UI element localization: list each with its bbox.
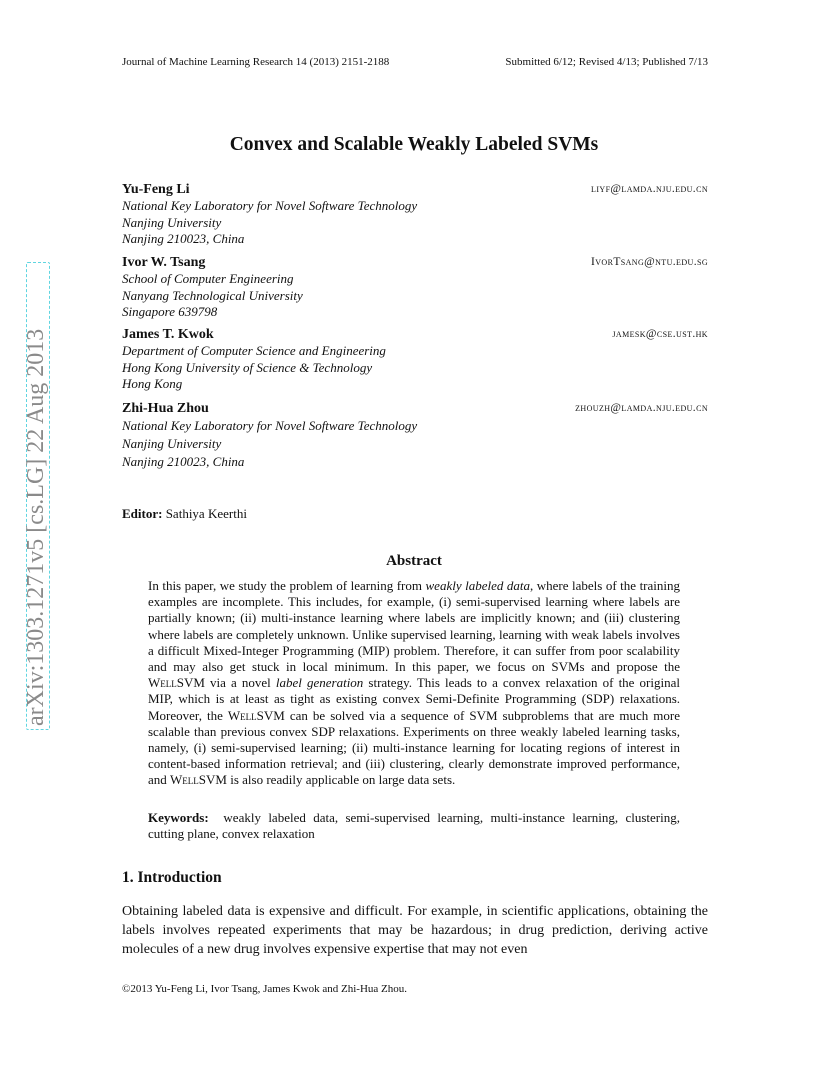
abstract-part: , where labels of the training examples are incomplete. This includes, for example, (i) semi-supervised learning where labels are partially known; (ii) multi-instance learning where labels are implicitly known; and (iii) clustering where labels are completely unknown. Unlike supervised learning, learning with weak labels involves a difficult Mixed-Integer Programming (MIP) problem. Therefore, it can suffer from poor scalability and may also get stuck in local minimum. In this paper, we focus on SVMs and propose the (148, 578, 681, 675)
author-affiliation-line: National Key Laboratory for Novel Software Technology (122, 198, 418, 213)
publication-dates: Submitted 6/12; Revised 4/13; Published 7/13 (505, 56, 708, 68)
author-affiliation-line: Hong Kong (122, 376, 183, 391)
author-affiliation-line: National Key Laboratory for Novel Software Technology (122, 418, 418, 433)
author-affiliation-line: Nanjing 210023, China (122, 454, 245, 469)
author-block (122, 255, 708, 321)
keywords (148, 810, 680, 842)
author-name: Zhi-Hua Zhou (122, 401, 209, 416)
author-affiliation-line: Nanjing 210023, China (122, 231, 245, 246)
introduction-text: Obtaining labeled data is expensive and difficult. For example, in scientific applications, obtaining the labels involves repeated experiments that may be hazardous; in drug prediction, deriving active molecules of a new drug involves expensive expertise that may not even (122, 904, 708, 957)
abstract-part: strategy. This leads to a convex relaxation of the original MIP, which is at least as tight as existing convex Semi-Definite Programming (SDP) relaxations. Moreover, the (148, 675, 680, 723)
author-affiliation-line: Department of Computer Science and Engineering (122, 343, 386, 358)
editor-name: Sathiya Keerthi (165, 506, 247, 521)
arxiv-watermark[interactable] (22, 264, 49, 726)
abstract-emphasis: label generation (275, 675, 364, 691)
keywords-label: Keywords: (148, 810, 209, 825)
watermark-text: arXiv:1303.1271v5 [cs.LG] 22 Aug 2013 (23, 328, 49, 726)
abstract-part: is also readily applicable on large data sets. (226, 772, 456, 788)
journal-header: Journal of Machine Learning Research 14 (2013) 2151-2188 (122, 56, 390, 68)
author-name: Yu-Feng Li (122, 182, 190, 197)
author-email[interactable]: zhouzh@lamda.nju.edu.cn (575, 402, 708, 414)
editor-line (122, 506, 247, 522)
author-name: Ivor W. Tsang (122, 255, 206, 270)
author-affiliation-line: Singapore 639798 (122, 304, 218, 319)
wellsvm-name: WellSVM (170, 772, 227, 788)
abstract-heading: Abstract (386, 553, 442, 569)
author-email[interactable]: liyf@lamda.nju.edu.cn (591, 183, 708, 195)
author-block (122, 182, 708, 248)
editor-label: Editor: (122, 506, 163, 521)
author-email[interactable]: jamesk@cse.ust.hk (612, 328, 708, 340)
author-email[interactable]: IvorTsang@ntu.edu.sg (591, 256, 708, 268)
author-name: James T. Kwok (122, 327, 214, 342)
keywords-text: weakly labeled data, semi-supervised learning, multi-instance learning, clustering, cutting plane, convex relaxation (148, 810, 680, 842)
wellsvm-name: WellSVM (227, 707, 285, 723)
author-affiliation-line: Nanjing University (122, 214, 222, 230)
paper-title: Convex and Scalable Weakly Labeled SVMs (229, 134, 599, 155)
section-heading-introduction: 1. Introduction (122, 869, 222, 886)
abstract-part: via a novel (204, 675, 276, 691)
author-affiliation-line: Hong Kong University of Science & Technology (122, 359, 373, 375)
author-block (122, 327, 708, 393)
author-affiliation-line: School of Computer Engineering (122, 271, 294, 286)
abstract-part: In this paper, we study the problem of learning from (148, 578, 426, 593)
author-affiliation-line: Nanyang Technological University (122, 287, 303, 303)
abstract-text (148, 578, 680, 789)
wellsvm-name: WellSVM (148, 675, 205, 691)
abstract-emphasis: weakly labeled data (425, 578, 530, 593)
author-affiliation-line: Nanjing University (122, 436, 222, 451)
author-block (122, 401, 708, 471)
abstract-part: can be solved via a sequence of SVM subproblems that are much more scalable than previous convex SDP relaxations. Experiments on three weakly labeled learning tasks, namely, (i) semi-supervised learning; (ii) multi-instance learning for locating regions of interest in content-based information retrieval; and (iii) clustering, clearly demonstrate improved performance, and (148, 707, 680, 788)
copyright-footer: ©2013 Yu-Feng Li, Ivor Tsang, James Kwok and Zhi-Hua Zhou. (122, 983, 407, 995)
